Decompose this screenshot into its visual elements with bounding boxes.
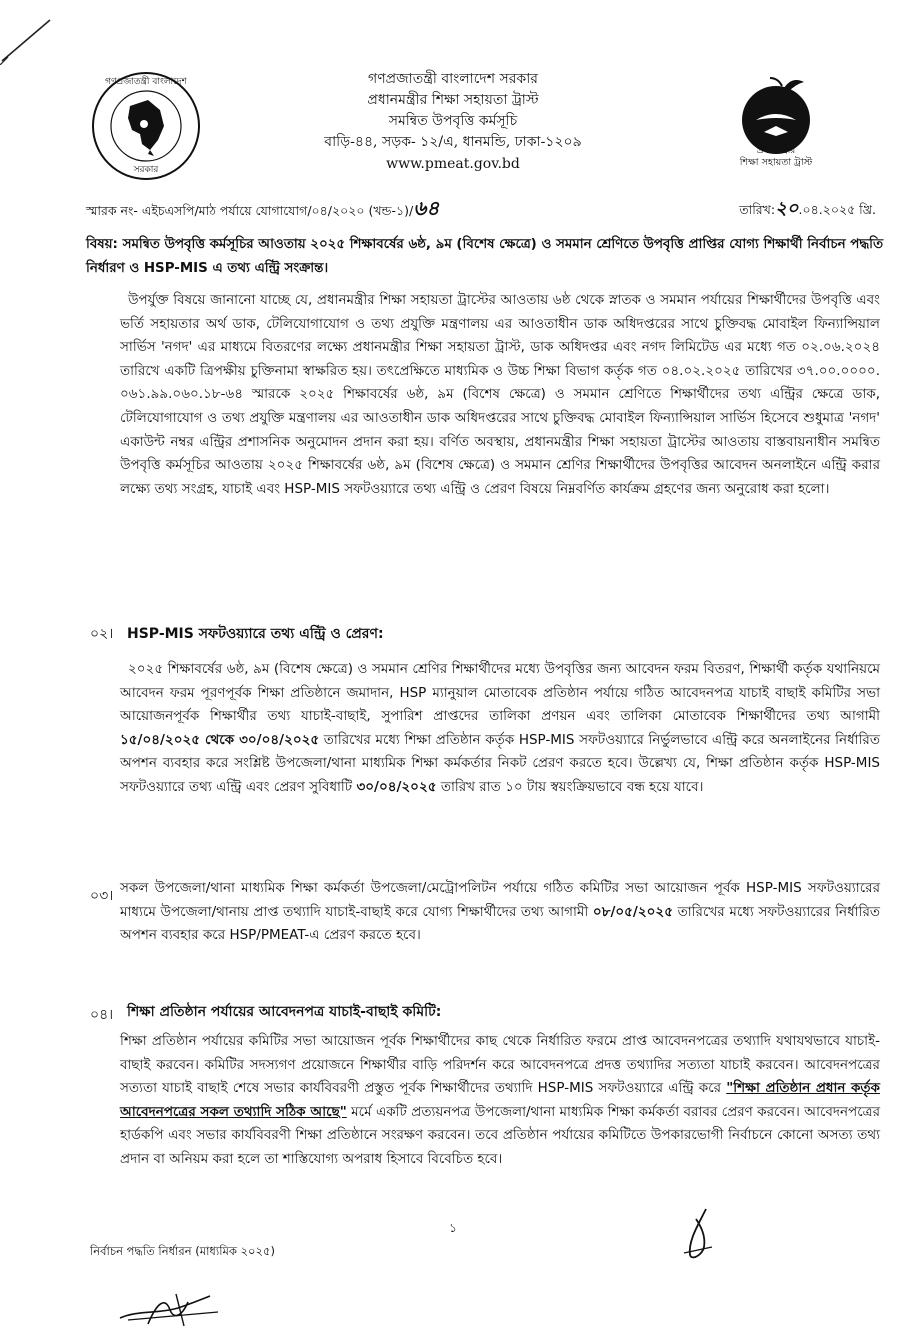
header-trust: প্রধানমন্ত্রীর শিক্ষা সহায়তা ট্রাস্ট (367, 92, 539, 108)
section-04-heading: শিক্ষা প্রতিষ্ঠান পর্যায়ের আবেদনপত্র যাচাই-বাছাই কমিটি: (127, 1004, 442, 1020)
initials-mark (676, 1205, 726, 1265)
intro-paragraph: উপর্যুক্ত বিষয়ে জানানো যাচ্ছে যে, প্রধানমন্ত্রীর শিক্ষা সহায়তা ট্রাস্টের আওতায় ৬ষ্ঠ থেকে স্নাতক ও সমমান পর্যায়ের শিক্ষার্থীদের উপবৃত্তি এবং ভর্তি সহায়তার অর্থ ডাক, টেলিযোগাযোগ ও তথ্য প্রযুক্তি মন্ত্রণালয় এর আওতাধীন ডাক অধিদপ্তরের সাথে চুক্তিবদ্ধ মোবাইল ফিন্যান্সিয়াল সার্ভিস 'নগদ' এর মাধ্যমে বিতরণের লক্ষ্যে প্রধানমন্ত্রীর শিক্ষা সহায়তা ট্রাস্ট, ডাক অধিদপ্তর এবং নগদ লিমিটেড এর মধ্যে গত ০২.০৬.২০২৪ তারিখে একটি ত্রিপক্ষীয় চুক্তিনামা স্বাক্ষরিত হয়। তৎপ্রেক্ষিতে মাধ্যমিক ও উচ্চ শিক্ষা বিভাগ কর্তৃক গত ০৪.০২.২০২৫ তারিখের ৩৭.০০.০০০০. ০৬১.৯৯.০৬০.১৮-৬৪ স্মারকে ২০২৫ শিক্ষাবর্ষের ৬ষ্ঠ, ৯ম (বিশেষ ক্ষেত্রে) ও সমমান শ্রেণিতে শিক্ষার্থীদের তথ্য এন্ট্রির ক্ষেত্রে ডাক, টেলিযোগাযোগ ও তথ্য প্রযুক্তি মন্ত্রণালয় এর আওতাধীন ডাক অধিদপ্তরের সাথে চুক্তিবদ্ধ মোবাইল ফিন্যান্সিয়াল সার্ভিস হিসেবে শুধুমাত্র 'নগদ' একাউন্ট নম্বর এন্ট্রির প্রশাসনিক অনুমোদন প্রদান করা হয়। বর্ণিত অবস্থায়, প্রধানমন্ত্রীর শিক্ষা সহায়তা ট্রাস্টের আওতায় বাস্তবায়নাধীন সমন্বিত উপবৃত্তি কর্মসূচির আওতায় ২০২৫ শিক্ষাবর্ষের ৬ষ্ঠ, ৯ম (বিশেষ ক্ষেত্রে) ও সমমান শ্রেণির শিক্ষার্থীদের উপবৃত্তির আবেদন অনলাইনে এন্ট্রি করার লক্ষ্যে তথ্য সংগ্রহ, যাচাই এবং HSP-MIS সফটওয়্যারে তথ্য এন্ট্রি ও প্রেরণ বিষয়ে নিম্নবর্ণিত কার্যক্রম গ্রহণের জন্য অনুরোধ করা হলো। (120, 292, 880, 497)
section-04-text-1: শিক্ষা প্রতিষ্ঠান পর্যায়ের কমিটির সভা আয়োজন পূর্বক শিক্ষার্থীদের কাছ থেকে নির্ধারিত ফরমে প্রাপ্ত আবেদনপত্রের তথ্যাদি যথাযথভাবে যাচাই-বাছাই করবেন। কমিটির সদস্যগণ প্রয়োজনে শিক্ষার্থীর বাড়ি পরিদর্শন করে আবেদনপত্রে প্রদত্ত তথ্যাদির সত্যতা যাচাই করবেন। আবেদনপত্রের সত্যতা যাচাই বাছাই শেষে সভার কার্যবিবরণী প্রস্তুত পূর্বক শিক্ষার্থীদের তথ্যাদি HSP-MIS সফটওয়্যারে এন্ট্রি করে (120, 1033, 880, 1097)
section-02-text-2: তারিখের মধ্যে শিক্ষা প্রতিষ্ঠান কর্তৃক HSP-MIS সফটওয়্যারে নির্ভুলভাবে এন্ট্রি করে অনলাইনের নির্ধারিত অপশন ব্যবহার করে সংশ্লিষ্ট উপজেলা/থানা মাধ্যমিক শিক্ষা কর্মকর্তার নিকট প্রেরণ করতে হবে। উল্লেখ্য যে, শিক্ষা প্রতিষ্ঠান কর্তৃক HSP-MIS সফটওয়্যারে তথ্য এন্ট্রি এবং প্রেরণ সুবিধাটি (120, 731, 880, 795)
memo-date-rest: .০৪.২০২৫ খ্রি. (798, 202, 876, 217)
trust-logo (726, 76, 826, 176)
section-04-number: ০৪। (90, 1007, 114, 1023)
section-04-body (120, 1030, 880, 1172)
seal-bottom-text: সরকার (133, 165, 159, 175)
section-03-text-1: সকল উপজেলা/থানা মাধ্যমিক শিক্ষা কর্মকর্তা উপজেলা/মেট্রোপলিটন পর্যায়ে গঠিত কমিটির সভা আয়োজন পূর্বক HSP-MIS সফটওয়্যারের মাধ্যমে উপজেলা/থানায় প্রাপ্ত তথ্যাদি যাচাই-বাছাই করে যোগ্য শিক্ষার্থীদের তথ্য আগামী (120, 880, 880, 920)
section-02-heading: HSP-MIS সফটওয়্যারে তথ্য এন্ট্রি ও প্রেরণ: (127, 626, 384, 642)
section-03-deadline: ০৮/০৫/২০২৫ (592, 903, 673, 920)
section-02-number: ০২। (90, 626, 114, 642)
logo-caption-1: প্রধানমন্ত্রীর (756, 146, 796, 156)
section-02-text-1: ২০২৫ শিক্ষাবর্ষের ৬ষ্ঠ, ৯ম (বিশেষ ক্ষেত্রে) ও সমমান শ্রেণির শিক্ষার্থীদের মধ্যে উপবৃত্তির জন্য আবেদন ফরম বিতরণ, শিক্ষার্থী কর্তৃক যথানিয়মে আবেদন ফরম পূরণপূর্বক শিক্ষা প্রতিষ্ঠানে জমাদান, HSP ম্যানুয়াল মোতাবেক প্রতিষ্ঠান পর্যায়ে গঠিত আবেদনপত্র যাচাই বাছাই কমিটির সভা আয়োজনপূর্বক শিক্ষার্থীর তথ্য যাচাই-বাছাই, সুপারিশ প্রাপ্তদের তালিকা প্রণয়ন এবং তালিকা মোতাবেক শিক্ষার্থীদের তথ্য আগামী (120, 661, 880, 725)
memo-ref-text: স্মারক নং- এইচএসপি/মাঠ পর্যায়ে যোগাযোগ/০৪/২০২০ (খন্ড-১)/ (86, 203, 414, 218)
header-program: সমন্বিত উপবৃত্তি কর্মসূচি (388, 113, 518, 129)
memo-line (86, 194, 876, 227)
subject-label: বিষয়: (86, 237, 118, 252)
header-govt: গণপ্রজাতন্ত্রী বাংলাদেশ সরকার (368, 71, 538, 87)
memo-date-label: তারিখ: (739, 202, 776, 217)
pen-stroke-mark (0, 15, 60, 65)
subject (86, 233, 886, 281)
signature (118, 1290, 228, 1328)
section-02-date-range: ১৫/০৪/২০২৫ থেকে ৩০/০৪/২০২৫ (120, 731, 320, 748)
header-website[interactable]: www.pmeat.gov.bd (386, 156, 520, 172)
section-04-text-2: মর্মে একটি প্রত্যয়নপত্র উপজেলা/থানা মাধ্যমিক শিক্ষা কর্মকর্তা বরাবর প্রেরণ করবেন। আবেদনপত্রের হার্ডকপি এবং সভার কার্যবিবরণী শিক্ষা প্রতিষ্ঠানে সংরক্ষণ করবেন। তবে প্রতিষ্ঠান পর্যায়ের কমিটিতে উপকারভোগী নির্বাচনে কোনো অসত্য তথ্য প্রদান বা অনিয়ম করা হলে তা শাস্তিযোগ্য অপরাধ হিসাবে বিবেচিত হবে। (120, 1103, 880, 1167)
seal-top-text: গণপ্রজাতন্ত্রী বাংলাদেশ (105, 77, 187, 87)
footer-note: নির্বাচন পদ্ধতি নির্ধারন (মাধ্যমিক ২০২৫) (90, 1244, 275, 1258)
subject-text: সমন্বিত উপবৃত্তি কর্মসূচির আওতায় ২০২৫ শিক্ষাবর্ষের ৬ষ্ঠ, ৯ম (বিশেষ ক্ষেত্রে) ও সমমান শ্রেণিতে উপবৃত্তি প্রাপ্তির যোগ্য শিক্ষার্থী নির্বাচন পদ্ধতি নির্ধারণ ও HSP-MIS এ তথ্য এন্ট্রি সংক্রান্ত। (86, 237, 884, 276)
section-03-text-2: তারিখের মধ্যে সফটওয়্যারের নির্ধারিত অপশন ব্যবহার করে HSP/PMEAT-এ প্রেরণ করতে হবে। (120, 903, 881, 944)
header-address: বাড়ি-৪৪, সড়ক- ১২/এ, ধানমন্ডি, ঢাকা-১২০৯ (324, 134, 582, 150)
section-02-body (120, 658, 880, 800)
page-number: ১ (449, 1221, 457, 1235)
memo-ref-handwritten: ৬৪ (413, 196, 440, 220)
memo-date (739, 194, 876, 227)
section-02-deadline: ৩০/০৪/২০২৫ (356, 778, 437, 795)
section-03-body (120, 877, 880, 948)
section-03-number: ০৩। (90, 888, 114, 904)
section-02-text-3: তারিখ রাত ১০ টায় স্বয়ংক্রিয়ভাবে বন্ধ হয়ে যাবে। (440, 778, 704, 795)
section-04-certificate-quote: "শিক্ষা প্রতিষ্ঠান প্রধান কর্তৃক আবেদনপত্রের সকল তথ্যাদি সঠিক আছে" (120, 1080, 881, 1120)
memo-reference (86, 194, 439, 227)
memo-date-handwritten: ২০ (775, 198, 799, 219)
logo-caption-2: শিক্ষা সহায়তা ট্রাস্ট (739, 157, 813, 168)
